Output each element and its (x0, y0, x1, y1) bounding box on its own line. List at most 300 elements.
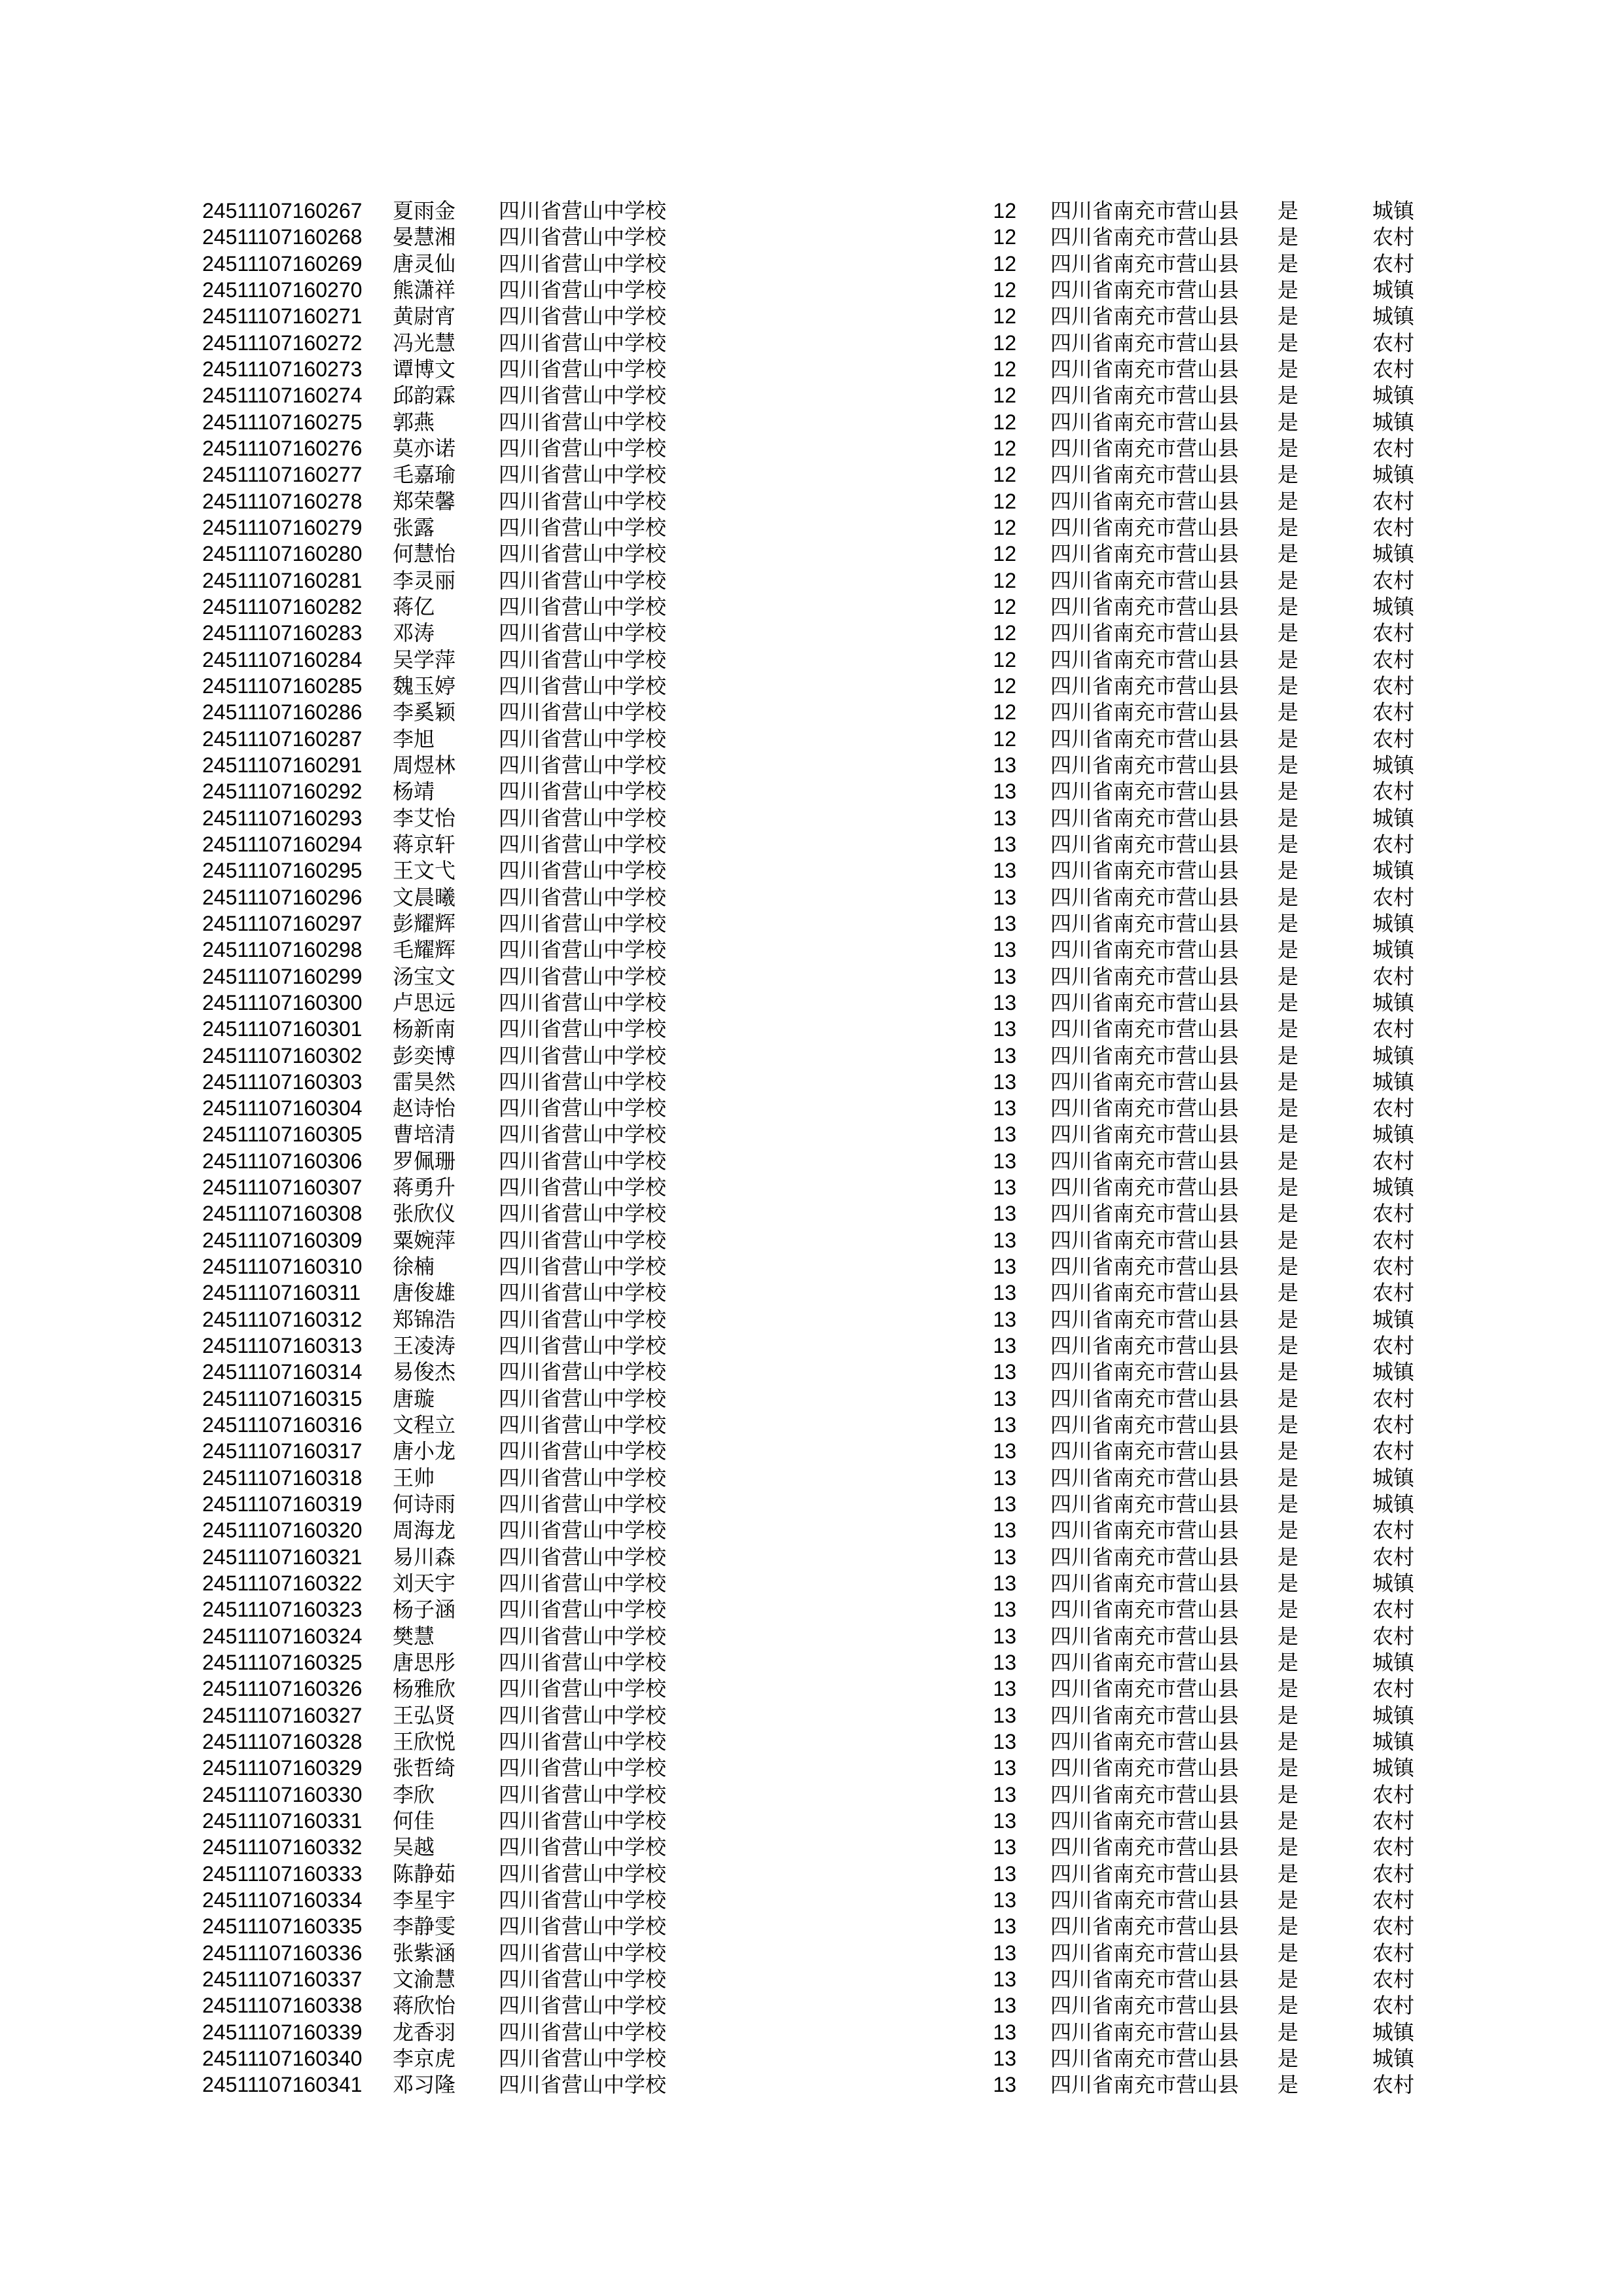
status-cell: 是 (1277, 1360, 1299, 1384)
area-type-cell: 城镇 (1372, 594, 1415, 619)
region-cell: 四川省南充市营山县 (1050, 304, 1240, 329)
school-cell: 四川省营山中学校 (499, 1782, 667, 1806)
status-cell: 是 (1277, 911, 1299, 935)
region-cell: 四川省南充市营山县 (1050, 1334, 1240, 1358)
area-type-cell: 农村 (1372, 1255, 1415, 1279)
student-name-cell: 魏玉婷 (393, 673, 456, 698)
school-cell: 四川省营山中学校 (499, 1624, 667, 1648)
school-cell: 四川省营山中学校 (499, 463, 667, 487)
status-cell: 是 (1277, 594, 1299, 619)
student-id-cell: 24511107160312 (202, 1307, 363, 1331)
grade-cell: 13 (993, 1677, 1016, 1701)
status-cell: 是 (1277, 436, 1299, 460)
status-cell: 是 (1277, 489, 1299, 513)
area-type-cell: 农村 (1372, 1545, 1415, 1569)
region-cell: 四川省南充市营山县 (1050, 1571, 1240, 1596)
school-cell: 四川省营山中学校 (499, 1941, 667, 1965)
status-cell: 是 (1277, 1703, 1299, 1727)
area-type-cell: 农村 (1372, 1914, 1415, 1939)
student-id-cell: 24511107160272 (202, 331, 363, 355)
region-cell: 四川省南充市营山县 (1050, 463, 1240, 487)
status-cell: 是 (1277, 1307, 1299, 1331)
area-type-cell: 城镇 (1372, 1571, 1415, 1596)
table-row (0, 1517, 1623, 1543)
student-id-cell: 24511107160309 (202, 1228, 363, 1252)
student-name-cell: 吴越 (393, 1835, 435, 1859)
student-id-cell: 24511107160318 (202, 1465, 363, 1490)
grade-cell: 13 (993, 1835, 1016, 1859)
table-row (0, 1386, 1623, 1412)
table-row (0, 1702, 1623, 1729)
student-id-cell: 24511107160324 (202, 1624, 363, 1648)
grade-cell: 13 (993, 1202, 1016, 1226)
student-name-cell: 蒋亿 (393, 594, 435, 619)
school-cell: 四川省营山中学校 (499, 1281, 667, 1305)
school-cell: 四川省营山中学校 (499, 647, 667, 672)
region-cell: 四川省南充市营山县 (1050, 1545, 1240, 1569)
school-cell: 四川省营山中学校 (499, 357, 667, 381)
status-cell: 是 (1277, 673, 1299, 698)
area-type-cell: 城镇 (1372, 1069, 1415, 1094)
school-cell: 四川省营山中学校 (499, 199, 667, 223)
student-name-cell: 唐思彤 (393, 1651, 456, 1675)
table-row (0, 1465, 1623, 1491)
region-cell: 四川省南充市营山县 (1050, 1994, 1240, 2018)
area-type-cell: 城镇 (1372, 1730, 1415, 1754)
student-name-cell: 郭燕 (393, 410, 435, 434)
table-row (0, 277, 1623, 303)
student-name-cell: 粟婉萍 (393, 1228, 456, 1252)
student-id-cell: 24511107160308 (202, 1202, 363, 1226)
table-row (0, 330, 1623, 356)
area-type-cell: 城镇 (1372, 859, 1415, 883)
table-row (0, 620, 1623, 646)
school-cell: 四川省营山中学校 (499, 806, 667, 830)
region-cell: 四川省南充市营山县 (1050, 1782, 1240, 1806)
region-cell: 四川省南充市营山县 (1050, 1518, 1240, 1543)
table-row (0, 1966, 1623, 1992)
area-type-cell: 城镇 (1372, 2046, 1415, 2070)
student-id-cell: 24511107160301 (202, 1017, 363, 1041)
status-cell: 是 (1277, 1782, 1299, 1806)
region-cell: 四川省南充市营山县 (1050, 1730, 1240, 1754)
region-cell: 四川省南充市营山县 (1050, 1255, 1240, 1279)
status-cell: 是 (1277, 1967, 1299, 1991)
grade-cell: 12 (993, 251, 1016, 276)
status-cell: 是 (1277, 225, 1299, 249)
area-type-cell: 农村 (1372, 1386, 1415, 1410)
area-type-cell: 农村 (1372, 1202, 1415, 1226)
student-id-cell: 24511107160273 (202, 357, 363, 381)
grade-cell: 12 (993, 568, 1016, 592)
region-cell: 四川省南充市营山县 (1050, 911, 1240, 935)
grade-cell: 13 (993, 1651, 1016, 1675)
status-cell: 是 (1277, 410, 1299, 434)
school-cell: 四川省营山中学校 (499, 331, 667, 355)
status-cell: 是 (1277, 199, 1299, 223)
student-id-cell: 24511107160330 (202, 1782, 363, 1806)
student-id-cell: 24511107160298 (202, 938, 363, 962)
student-name-cell: 唐小龙 (393, 1439, 456, 1463)
grade-cell: 13 (993, 1941, 1016, 1965)
student-name-cell: 李静雯 (393, 1914, 456, 1939)
student-id-cell: 24511107160341 (202, 2073, 363, 2097)
student-name-cell: 何慧怡 (393, 542, 456, 566)
student-id-cell: 24511107160285 (202, 673, 363, 698)
region-cell: 四川省南充市营山县 (1050, 938, 1240, 962)
region-cell: 四川省南充市营山县 (1050, 1492, 1240, 1516)
area-type-cell: 农村 (1372, 1941, 1415, 1965)
table-row (0, 541, 1623, 567)
region-cell: 四川省南充市营山县 (1050, 594, 1240, 619)
student-id-cell: 24511107160294 (202, 832, 363, 856)
table-row (0, 831, 1623, 857)
table-row (0, 356, 1623, 382)
school-cell: 四川省营山中学校 (499, 2046, 667, 2070)
table-row (0, 1570, 1623, 1596)
table-row (0, 1306, 1623, 1333)
student-id-cell: 24511107160286 (202, 700, 363, 725)
grade-cell: 13 (993, 1228, 1016, 1252)
school-cell: 四川省营山中学校 (499, 964, 667, 988)
student-name-cell: 杨子涵 (393, 1598, 456, 1622)
student-name-cell: 唐俊雄 (393, 1281, 456, 1305)
region-cell: 四川省南充市营山县 (1050, 1598, 1240, 1622)
student-name-cell: 龙香羽 (393, 2020, 456, 2044)
grade-cell: 13 (993, 1465, 1016, 1490)
table-row (0, 1729, 1623, 1755)
table-row (0, 382, 1623, 408)
student-name-cell: 李京虎 (393, 2046, 456, 2070)
school-cell: 四川省营山中学校 (499, 1967, 667, 1991)
status-cell: 是 (1277, 1545, 1299, 1569)
student-id-cell: 24511107160333 (202, 1861, 363, 1886)
school-cell: 四川省营山中学校 (499, 780, 667, 804)
student-id-cell: 24511107160334 (202, 1888, 363, 1912)
grade-cell: 12 (993, 673, 1016, 698)
grade-cell: 13 (993, 1386, 1016, 1410)
grade-cell: 13 (993, 1730, 1016, 1754)
school-cell: 四川省营山中学校 (499, 1703, 667, 1727)
student-name-cell: 雷昊然 (393, 1069, 456, 1094)
status-cell: 是 (1277, 1069, 1299, 1094)
grade-cell: 12 (993, 357, 1016, 381)
status-cell: 是 (1277, 331, 1299, 355)
area-type-cell: 农村 (1372, 1598, 1415, 1622)
table-row (0, 1174, 1623, 1200)
grade-cell: 13 (993, 1888, 1016, 1912)
student-name-cell: 罗佩珊 (393, 1149, 456, 1173)
student-name-cell: 王欣悦 (393, 1730, 456, 1754)
region-cell: 四川省南充市营山县 (1050, 199, 1240, 223)
student-name-cell: 邓习隆 (393, 2073, 456, 2097)
student-name-cell: 夏雨金 (393, 199, 456, 223)
area-type-cell: 城镇 (1372, 384, 1415, 408)
student-name-cell: 张欣仪 (393, 1202, 456, 1226)
table-row (0, 673, 1623, 699)
student-id-cell: 24511107160295 (202, 859, 363, 883)
student-id-cell: 24511107160316 (202, 1413, 363, 1437)
grade-cell: 13 (993, 1360, 1016, 1384)
table-row (0, 1280, 1623, 1306)
area-type-cell: 农村 (1372, 515, 1415, 539)
area-type-cell: 城镇 (1372, 1465, 1415, 1490)
school-cell: 四川省营山中学校 (499, 1360, 667, 1384)
student-name-cell: 熊潇祥 (393, 278, 456, 302)
status-cell: 是 (1277, 1096, 1299, 1121)
area-type-cell: 城镇 (1372, 463, 1415, 487)
table-row (0, 1227, 1623, 1253)
student-id-cell: 24511107160329 (202, 1756, 363, 1780)
table-row (0, 2019, 1623, 2045)
student-name-cell: 王弘贤 (393, 1703, 456, 1727)
school-cell: 四川省营山中学校 (499, 1598, 667, 1622)
grade-cell: 13 (993, 2046, 1016, 2070)
status-cell: 是 (1277, 1677, 1299, 1701)
student-name-cell: 文程立 (393, 1413, 456, 1437)
region-cell: 四川省南充市营山县 (1050, 1465, 1240, 1490)
school-cell: 四川省营山中学校 (499, 436, 667, 460)
student-name-cell: 张露 (393, 515, 435, 539)
grade-cell: 13 (993, 2073, 1016, 2097)
grade-cell: 12 (993, 304, 1016, 329)
table-row (0, 1438, 1623, 1464)
table-row (0, 1333, 1623, 1359)
student-id-cell: 24511107160323 (202, 1598, 363, 1622)
student-name-cell: 李旭 (393, 726, 435, 751)
region-cell: 四川省南充市营山县 (1050, 1228, 1240, 1252)
grade-cell: 13 (993, 1334, 1016, 1358)
student-name-cell: 蒋勇升 (393, 1175, 456, 1200)
table-row (0, 514, 1623, 541)
student-name-cell: 王凌涛 (393, 1334, 456, 1358)
area-type-cell: 城镇 (1372, 542, 1415, 566)
grade-cell: 13 (993, 1043, 1016, 1067)
grade-cell: 13 (993, 1782, 1016, 1806)
region-cell: 四川省南充市营山县 (1050, 621, 1240, 645)
area-type-cell: 农村 (1372, 1017, 1415, 1041)
student-id-cell: 24511107160314 (202, 1360, 363, 1384)
table-row (0, 2045, 1623, 2072)
status-cell: 是 (1277, 1518, 1299, 1543)
grade-cell: 13 (993, 1518, 1016, 1543)
student-name-cell: 李欣 (393, 1782, 435, 1806)
status-cell: 是 (1277, 1914, 1299, 1939)
area-type-cell: 农村 (1372, 1835, 1415, 1859)
student-id-cell: 24511107160322 (202, 1571, 363, 1596)
status-cell: 是 (1277, 1651, 1299, 1675)
school-cell: 四川省营山中学校 (499, 1307, 667, 1331)
student-id-cell: 24511107160327 (202, 1703, 363, 1727)
student-id-cell: 24511107160277 (202, 463, 363, 487)
area-type-cell: 农村 (1372, 1228, 1415, 1252)
school-cell: 四川省营山中学校 (499, 542, 667, 566)
school-cell: 四川省营山中学校 (499, 1677, 667, 1701)
grade-cell: 12 (993, 542, 1016, 566)
school-cell: 四川省营山中学校 (499, 1017, 667, 1041)
table-row (0, 2072, 1623, 2098)
student-name-cell: 文渝慧 (393, 1967, 456, 1991)
area-type-cell: 农村 (1372, 331, 1415, 355)
table-row (0, 1596, 1623, 1623)
status-cell: 是 (1277, 251, 1299, 276)
region-cell: 四川省南充市营山县 (1050, 806, 1240, 830)
area-type-cell: 城镇 (1372, 1360, 1415, 1384)
grade-cell: 13 (993, 859, 1016, 883)
student-id-cell: 24511107160317 (202, 1439, 363, 1463)
school-cell: 四川省营山中学校 (499, 568, 667, 592)
student-id-cell: 24511107160274 (202, 384, 363, 408)
student-name-cell: 李奚颖 (393, 700, 456, 725)
area-type-cell: 农村 (1372, 1809, 1415, 1833)
table-row (0, 1861, 1623, 1887)
student-id-cell: 24511107160304 (202, 1096, 363, 1121)
region-cell: 四川省南充市营山县 (1050, 673, 1240, 698)
status-cell: 是 (1277, 832, 1299, 856)
student-id-cell: 24511107160313 (202, 1334, 363, 1358)
student-list (0, 198, 1623, 2098)
area-type-cell: 农村 (1372, 225, 1415, 249)
status-cell: 是 (1277, 1439, 1299, 1463)
area-type-cell: 城镇 (1372, 938, 1415, 962)
status-cell: 是 (1277, 1228, 1299, 1252)
status-cell: 是 (1277, 753, 1299, 777)
student-id-cell: 24511107160311 (202, 1281, 361, 1305)
table-row (0, 963, 1623, 990)
school-cell: 四川省营山中学校 (499, 1835, 667, 1859)
student-id-cell: 24511107160268 (202, 225, 363, 249)
school-cell: 四川省营山中学校 (499, 726, 667, 751)
school-cell: 四川省营山中学校 (499, 1439, 667, 1463)
region-cell: 四川省南充市营山县 (1050, 1756, 1240, 1780)
region-cell: 四川省南充市营山县 (1050, 1624, 1240, 1648)
region-cell: 四川省南充市营山县 (1050, 1043, 1240, 1067)
school-cell: 四川省营山中学校 (499, 753, 667, 777)
area-type-cell: 农村 (1372, 1439, 1415, 1463)
table-row (0, 224, 1623, 250)
table-row (0, 1834, 1623, 1860)
school-cell: 四川省营山中学校 (499, 1175, 667, 1200)
region-cell: 四川省南充市营山县 (1050, 410, 1240, 434)
area-type-cell: 城镇 (1372, 278, 1415, 302)
status-cell: 是 (1277, 1017, 1299, 1041)
region-cell: 四川省南充市营山县 (1050, 489, 1240, 513)
student-id-cell: 24511107160282 (202, 594, 363, 619)
student-id-cell: 24511107160320 (202, 1518, 363, 1543)
region-cell: 四川省南充市营山县 (1050, 990, 1240, 1014)
grade-cell: 13 (993, 1122, 1016, 1147)
school-cell: 四川省营山中学校 (499, 1413, 667, 1437)
student-id-cell: 24511107160270 (202, 278, 363, 302)
table-row (0, 1016, 1623, 1042)
student-name-cell: 杨靖 (393, 780, 435, 804)
student-id-cell: 24511107160293 (202, 806, 363, 830)
student-name-cell: 卢思远 (393, 990, 456, 1014)
area-type-cell: 农村 (1372, 780, 1415, 804)
grade-cell: 13 (993, 964, 1016, 988)
grade-cell: 13 (993, 1017, 1016, 1041)
area-type-cell: 农村 (1372, 568, 1415, 592)
school-cell: 四川省营山中学校 (499, 700, 667, 725)
region-cell: 四川省南充市营山县 (1050, 1069, 1240, 1094)
table-row (0, 937, 1623, 963)
area-type-cell: 农村 (1372, 832, 1415, 856)
region-cell: 四川省南充市营山县 (1050, 1017, 1240, 1041)
school-cell: 四川省营山中学校 (499, 1756, 667, 1780)
area-type-cell: 城镇 (1372, 1043, 1415, 1067)
status-cell: 是 (1277, 1465, 1299, 1490)
student-name-cell: 何佳 (393, 1809, 435, 1833)
student-name-cell: 毛耀辉 (393, 938, 456, 962)
status-cell: 是 (1277, 621, 1299, 645)
area-type-cell: 农村 (1372, 1096, 1415, 1121)
region-cell: 四川省南充市营山县 (1050, 1122, 1240, 1147)
school-cell: 四川省营山中学校 (499, 1386, 667, 1410)
student-id-cell: 24511107160321 (202, 1545, 363, 1569)
status-cell: 是 (1277, 700, 1299, 725)
grade-cell: 13 (993, 1281, 1016, 1305)
status-cell: 是 (1277, 1598, 1299, 1622)
school-cell: 四川省营山中学校 (499, 1492, 667, 1516)
grade-cell: 13 (993, 1413, 1016, 1437)
table-row (0, 884, 1623, 910)
student-id-cell: 24511107160336 (202, 1941, 363, 1965)
region-cell: 四川省南充市营山县 (1050, 436, 1240, 460)
region-cell: 四川省南充市营山县 (1050, 753, 1240, 777)
grade-cell: 13 (993, 1175, 1016, 1200)
region-cell: 四川省南充市营山县 (1050, 2046, 1240, 2070)
grade-cell: 12 (993, 647, 1016, 672)
student-name-cell: 谭博文 (393, 357, 456, 381)
school-cell: 四川省营山中学校 (499, 859, 667, 883)
student-id-cell: 24511107160338 (202, 1994, 363, 2018)
table-row (0, 1992, 1623, 2018)
table-row (0, 1412, 1623, 1438)
area-type-cell: 城镇 (1372, 1307, 1415, 1331)
student-id-cell: 24511107160325 (202, 1651, 363, 1675)
status-cell: 是 (1277, 1043, 1299, 1067)
status-cell: 是 (1277, 1492, 1299, 1516)
table-row (0, 990, 1623, 1016)
grade-cell: 13 (993, 806, 1016, 830)
status-cell: 是 (1277, 964, 1299, 988)
area-type-cell: 农村 (1372, 885, 1415, 909)
student-id-cell: 24511107160302 (202, 1043, 363, 1067)
region-cell: 四川省南充市营山县 (1050, 1360, 1240, 1384)
student-id-cell: 24511107160296 (202, 885, 363, 909)
table-row (0, 1782, 1623, 1808)
status-cell: 是 (1277, 2073, 1299, 2097)
area-type-cell: 城镇 (1372, 304, 1415, 329)
grade-cell: 13 (993, 1149, 1016, 1173)
student-id-cell: 24511107160281 (202, 568, 363, 592)
student-id-cell: 24511107160299 (202, 964, 363, 988)
region-cell: 四川省南充市营山县 (1050, 568, 1240, 592)
student-id-cell: 24511107160306 (202, 1149, 363, 1173)
school-cell: 四川省营山中学校 (499, 1651, 667, 1675)
student-name-cell: 邓涛 (393, 621, 435, 645)
student-id-cell: 24511107160271 (202, 304, 363, 329)
grade-cell: 13 (993, 1598, 1016, 1622)
area-type-cell: 城镇 (1372, 911, 1415, 935)
grade-cell: 13 (993, 1096, 1016, 1121)
status-cell: 是 (1277, 278, 1299, 302)
grade-cell: 12 (993, 225, 1016, 249)
student-name-cell: 徐楠 (393, 1255, 435, 1279)
student-name-cell: 邱韵霖 (393, 384, 456, 408)
grade-cell: 12 (993, 384, 1016, 408)
table-row (0, 1121, 1623, 1147)
